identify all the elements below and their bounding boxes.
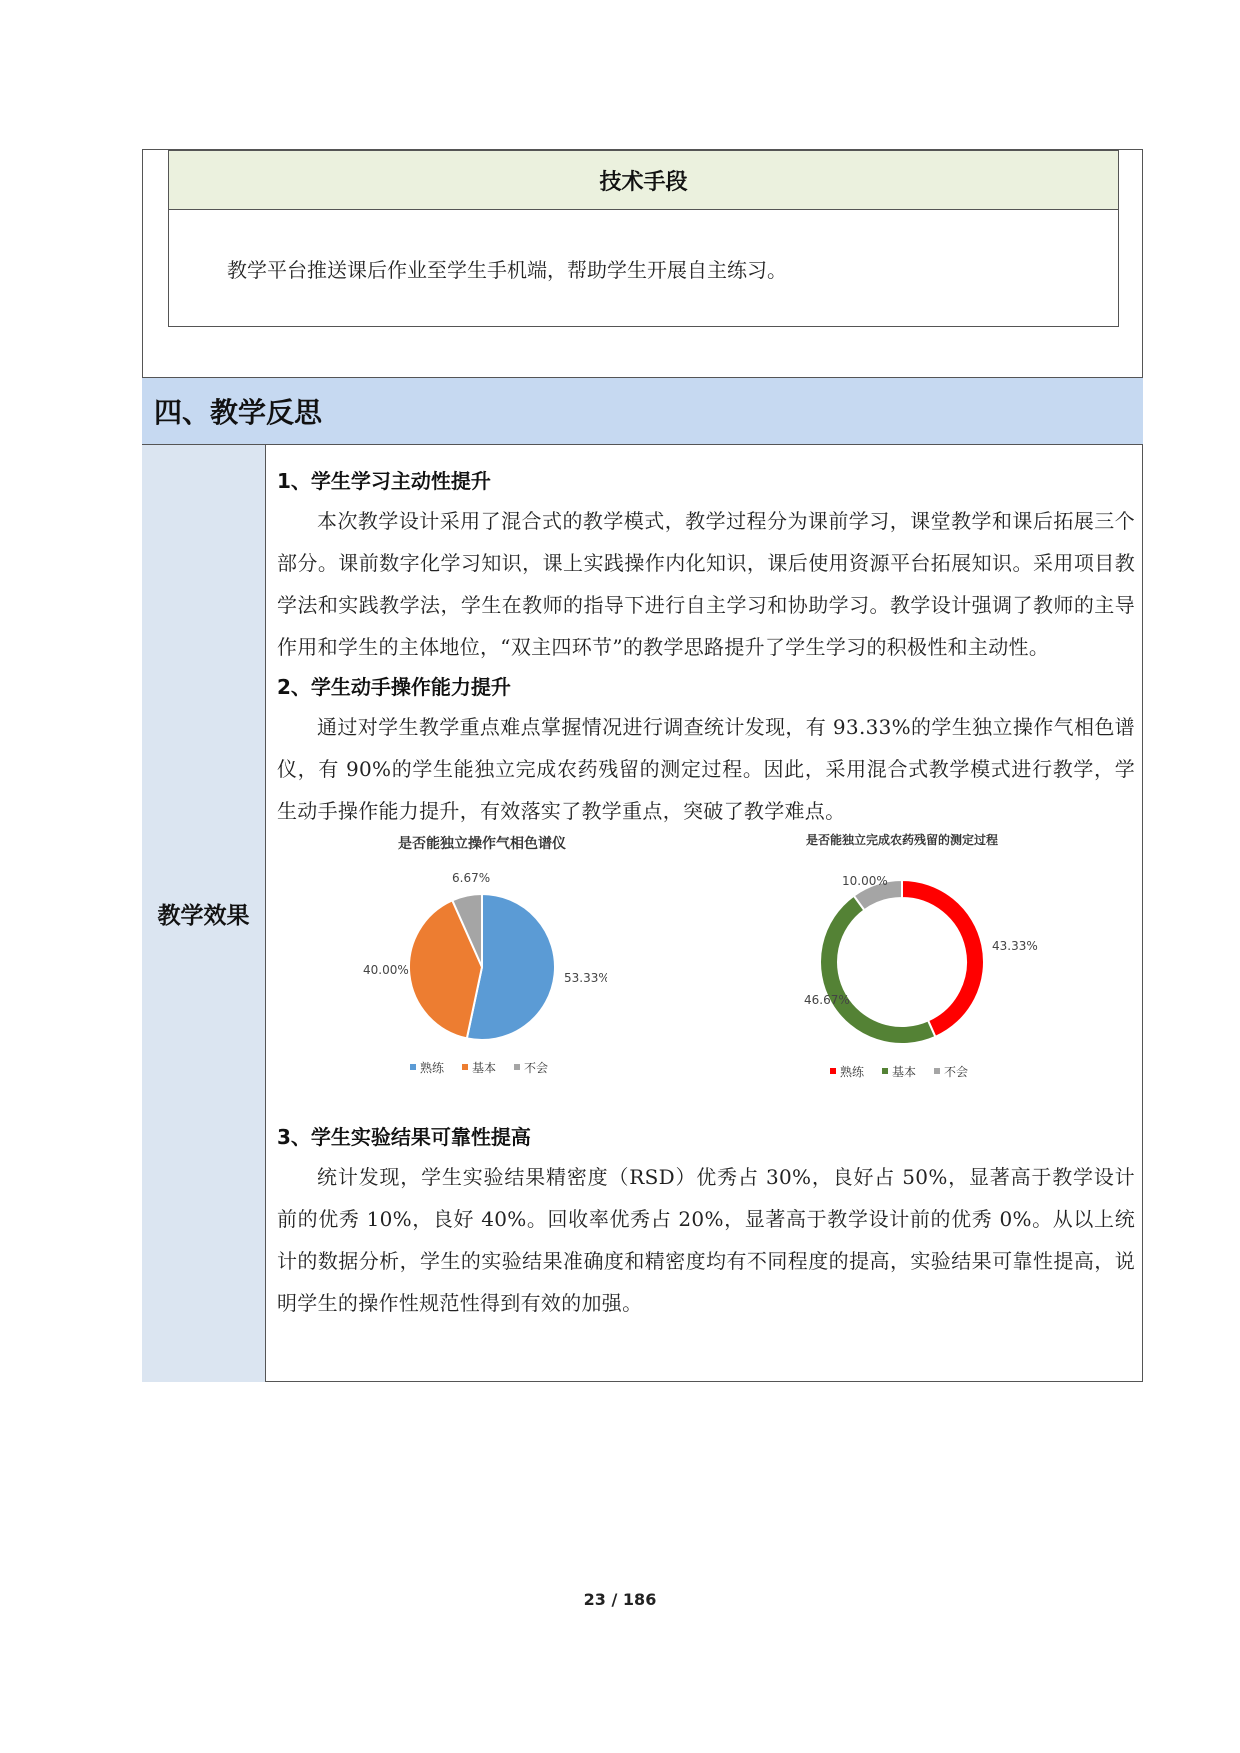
- row-label: 教学效果: [142, 445, 266, 1382]
- legend-swatch: [462, 1064, 468, 1070]
- item-text-3: 统计发现，学生实验结果精密度（RSD）优秀占 30%，良好占 50%，显著高于教学设计前的优秀 10%，良好 40%。回收率优秀占 20%，显著高于教学设计前的优秀 0%。从以上统计的数据分析，学生的实验结果准确度和精密度均有不同程度的提高，实验结果可靠性提高，说明学生的操作性规范性得到有效的加强。: [277, 1165, 1135, 1315]
- section-title: 四、教学反思: [142, 377, 1143, 445]
- tech-title: 技术手段: [169, 151, 1118, 210]
- legend-label: 基本: [892, 1065, 917, 1079]
- legend-swatch: [410, 1064, 416, 1070]
- item-text-2: 通过对学生教学重点难点掌握情况进行调查统计发现，有 93.33%的学生独立操作气相色谱仪，有 90%的学生能独立完成农药残留的测定过程。因此，采用混合式教学模式进行教学，学生动手操作能力提升，有效落实了教学重点，突破了教学难点。: [277, 715, 1135, 823]
- chart-title: 是否能独立操作气相色谱仪: [398, 836, 566, 852]
- tech-body: 教学平台推送课后作业至学生手机端，帮助学生开展自主练习。: [227, 258, 787, 282]
- slice-基本: [820, 896, 935, 1044]
- item-heading-2: 2、学生动手操作能力提升: [277, 675, 511, 699]
- legend-swatch: [934, 1068, 940, 1074]
- pie-chart-gc: [357, 832, 607, 1106]
- charts-row: [277, 832, 1135, 1112]
- slice-label: 40.00%: [363, 963, 409, 977]
- slice-label: 6.67%: [452, 871, 491, 885]
- slice-label: 10.00%: [842, 874, 888, 888]
- legend-swatch: [830, 1068, 836, 1074]
- item-heading-1: 1、学生学习主动性提升: [277, 469, 491, 493]
- legend-label: 基本: [472, 1061, 497, 1075]
- page-number: 23 / 186: [583, 1590, 657, 1609]
- slice-label: 53.33%: [564, 971, 607, 985]
- chart-title: 是否能独立完成农药残留的测定过程: [805, 833, 999, 847]
- legend-label: 不会: [524, 1061, 549, 1075]
- item-text-1: 本次教学设计采用了混合式的教学模式，教学过程分为课前学习，课堂教学和课后拓展三个部分。课前数字化学习知识，课上实践操作内化知识，课后使用资源平台拓展知识。采用项目教学法和实践教学法，学生在教师的指导下进行自主学习和协助学习。教学设计强调了教师的主导作用和学生的主体地位，“双主四环节”的教学思路提升了学生学习的积极性和主动性。: [277, 509, 1135, 659]
- content-area: [277, 462, 1135, 1324]
- item-heading-3: 3、学生实验结果可靠性提高: [277, 1125, 531, 1149]
- legend-label: 不会: [944, 1065, 969, 1079]
- legend-label: 熟练: [840, 1065, 865, 1079]
- legend-swatch: [514, 1064, 520, 1070]
- slice-熟练: [902, 880, 984, 1037]
- tech-box: [168, 150, 1119, 327]
- legend-label: 熟练: [420, 1061, 445, 1075]
- donut-chart-residue: [752, 832, 1052, 1106]
- legend-swatch: [882, 1068, 888, 1074]
- slice-label: 46.67%: [804, 993, 850, 1007]
- slice-label: 43.33%: [992, 939, 1038, 953]
